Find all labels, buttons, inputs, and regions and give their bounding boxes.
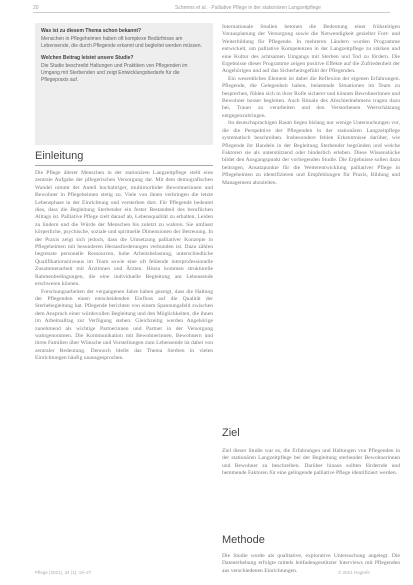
section-heading-einleitung: Einleitung [35, 150, 84, 162]
body-paragraph: Internationale Studien betonen die Bedeutung einer frühzeitigen Vorausplanung der Versorgung sowie die Notwendigkeit gezielter Fort- und Weiterbildung für Pflegende. In mehreren Ländern wurden Programme entwickelt, um palliative Kompetenzen in der Langzeitpflege zu stärken und eine Kultur des achtsamen Umgangs mit Sterben und Tod zu fördern. Die Ergebnisse dieser Programme zeigen positive Effekte auf die Zufriedenheit der Angehörigen und auf das Sicherheitsgefühl der Pflegenden. [222, 24, 400, 75]
ziel-text [222, 448, 400, 522]
methode-text [222, 553, 400, 577]
header-rule [33, 12, 390, 13]
footer-copyright: © 2021 Hogrefe [338, 570, 370, 575]
page-number: 20 [33, 5, 39, 11]
key-points-box [35, 23, 213, 145]
section-heading-methode: Methode [222, 534, 265, 546]
body-column-left [35, 170, 213, 558]
section-heading-ziel: Ziel [222, 427, 240, 439]
key-answer-1: Menschen in Pflegeheimen haben oft komplexe Bedürfnisse am Lebensende, die durch Pflegende erkannt und begleitet werden müssen. [41, 36, 202, 49]
body-paragraph: Die Pflege älterer Menschen in der stationären Langzeitpflege stellt eine zentrale Aufgabe der pflegerischen Versorgung dar. Mit dem demografischen Wandel nimmt der Anteil hochaltriger, multimorbider Bewohnerinnen und Bewohner in Pflegeheimen stetig zu. Viele von ihnen verbringen die letzte Lebensphase in der Einrichtung und versterben dort. Für Pflegende bedeutet dies, dass die Begleitung Sterbender ein fester Bestandteil des beruflichen Alltags ist. Palliative Pflege zielt darauf ab, Lebensqualität zu erhalten, Leiden zu lindern und die Würde der Menschen bis zuletzt zu wahren. Sie umfasst körperliche, psychische, soziale und spirituelle Dimensionen der Betreuung. In der Praxis zeigt sich jedoch, dass die Umsetzung palliativer Konzepte in Pflegeheimen mit besonderen Herausforderungen verbunden ist. Dazu zählen begrenzte personelle Ressourcen, hohe Arbeitsbelastung, unterschiedliche Qualifikationsniveaus im Team sowie eine oft fehlende interprofessionelle Zusammenarbeit mit Ärztinnen und Ärzten. Hinzu kommen strukturelle Rahmenbedingungen, die eine individuelle Begleitung am Lebensende erschweren können. [35, 170, 213, 288]
page-header [0, 0, 413, 14]
body-paragraph: Forschungsarbeiten der vergangenen Jahre haben gezeigt, dass die Haltung der Pflegenden einen entscheidenden Einfluss auf die Qualität der Sterbebegleitung hat. Pflegende berichten von einem Spannungsfeld zwischen dem Anspruch einer würdevollen Begleitung und den Möglichkeiten, die ihnen im Arbeitsalltag zur Verfügung stehen. Gleichzeitig werden Angehörige zunehmend als wichtige Partnerinnen und Partner in der Versorgung wahrgenommen. Die Kommunikation mit Bewohnerinnen, Bewohnern und ihren Familien über Wünsche und Vorstellungen zum Lebensende ist dabei von zentraler Bedeutung. Dennoch bleibt das Thema Sterben in vielen Einrichtungen häufig unausgesprochen. [35, 288, 213, 362]
body-paragraph: Ziel dieser Studie war es, die Erfahrungen und Haltungen von Pflegenden in der stationären Langzeitpflege bei der Begleitung sterbender Bewohnerinnen und Bewohner zu beschreiben. Darüber hinaus sollten fördernde und hemmende Faktoren für eine gelingende palliative Pflege identifiziert werden. [222, 448, 400, 477]
body-paragraph: Im deutschsprachigen Raum liegen bislang nur wenige Untersuchungen vor, die die Perspektive der Pflegenden in der stationären Langzeitpflege systematisch beschreiben. Insbesondere fehlen Erkenntnisse darüber, wie Pflegende ihr Handeln in der Begleitung Sterbender begründen und welche Faktoren sie als unterstützend oder hinderlich erleben. Diese Wissenslücke bildet den Ausgangspunkt der vorliegenden Studie. Die Ergebnisse sollen dazu beitragen, Ansatzpunkte für die Weiterentwicklung palliativer Pflege in Pflegeheimen zu identifizieren und Empfehlungen für Praxis, Bildung und Management abzuleiten. [222, 120, 400, 186]
body-paragraph: Ein wesentliches Element ist dabei die Reflexion der eigenen Erfahrungen. Pflegende, die Gelegenheit haben, belastende Situationen im Team zu besprechen, fühlen sich in ihrer Rolle sicherer und können Bewohnerinnen und Bewohner besser begleiten. Auch Rituale des Abschiednehmens tragen dazu bei, Trauer zu verarbeiten und den Verstorbenen Wertschätzung entgegenzubringen. [222, 75, 400, 119]
body-column-right [222, 24, 400, 418]
running-title: Schrems et al. · Palliative Pflege in der stationären Langzeitpflege [175, 5, 321, 11]
key-answer-2: Die Studie beschreibt Haltungen und Praktiken von Pflegenden im Umgang mit Sterbenden und zeigt Entwicklungsbedarfe für die Pflegepraxis auf. [41, 63, 188, 83]
key-question-2: Welchen Beitrag leistet unsere Studie? [41, 55, 134, 61]
section-rule [35, 165, 213, 166]
body-paragraph: Die Studie wurde als qualitative, explorative Untersuchung angelegt. Die Datenerhebung erfolgte mittels leitfadengestützter Interviews mit Pflegenden aus verschiedenen Einrichtungen. [222, 553, 400, 574]
footer-citation: Pflege (2021), 34 (1), 19–27 [35, 570, 92, 575]
key-question-1: Was ist zu diesem Thema schon bekannt? [41, 28, 142, 34]
